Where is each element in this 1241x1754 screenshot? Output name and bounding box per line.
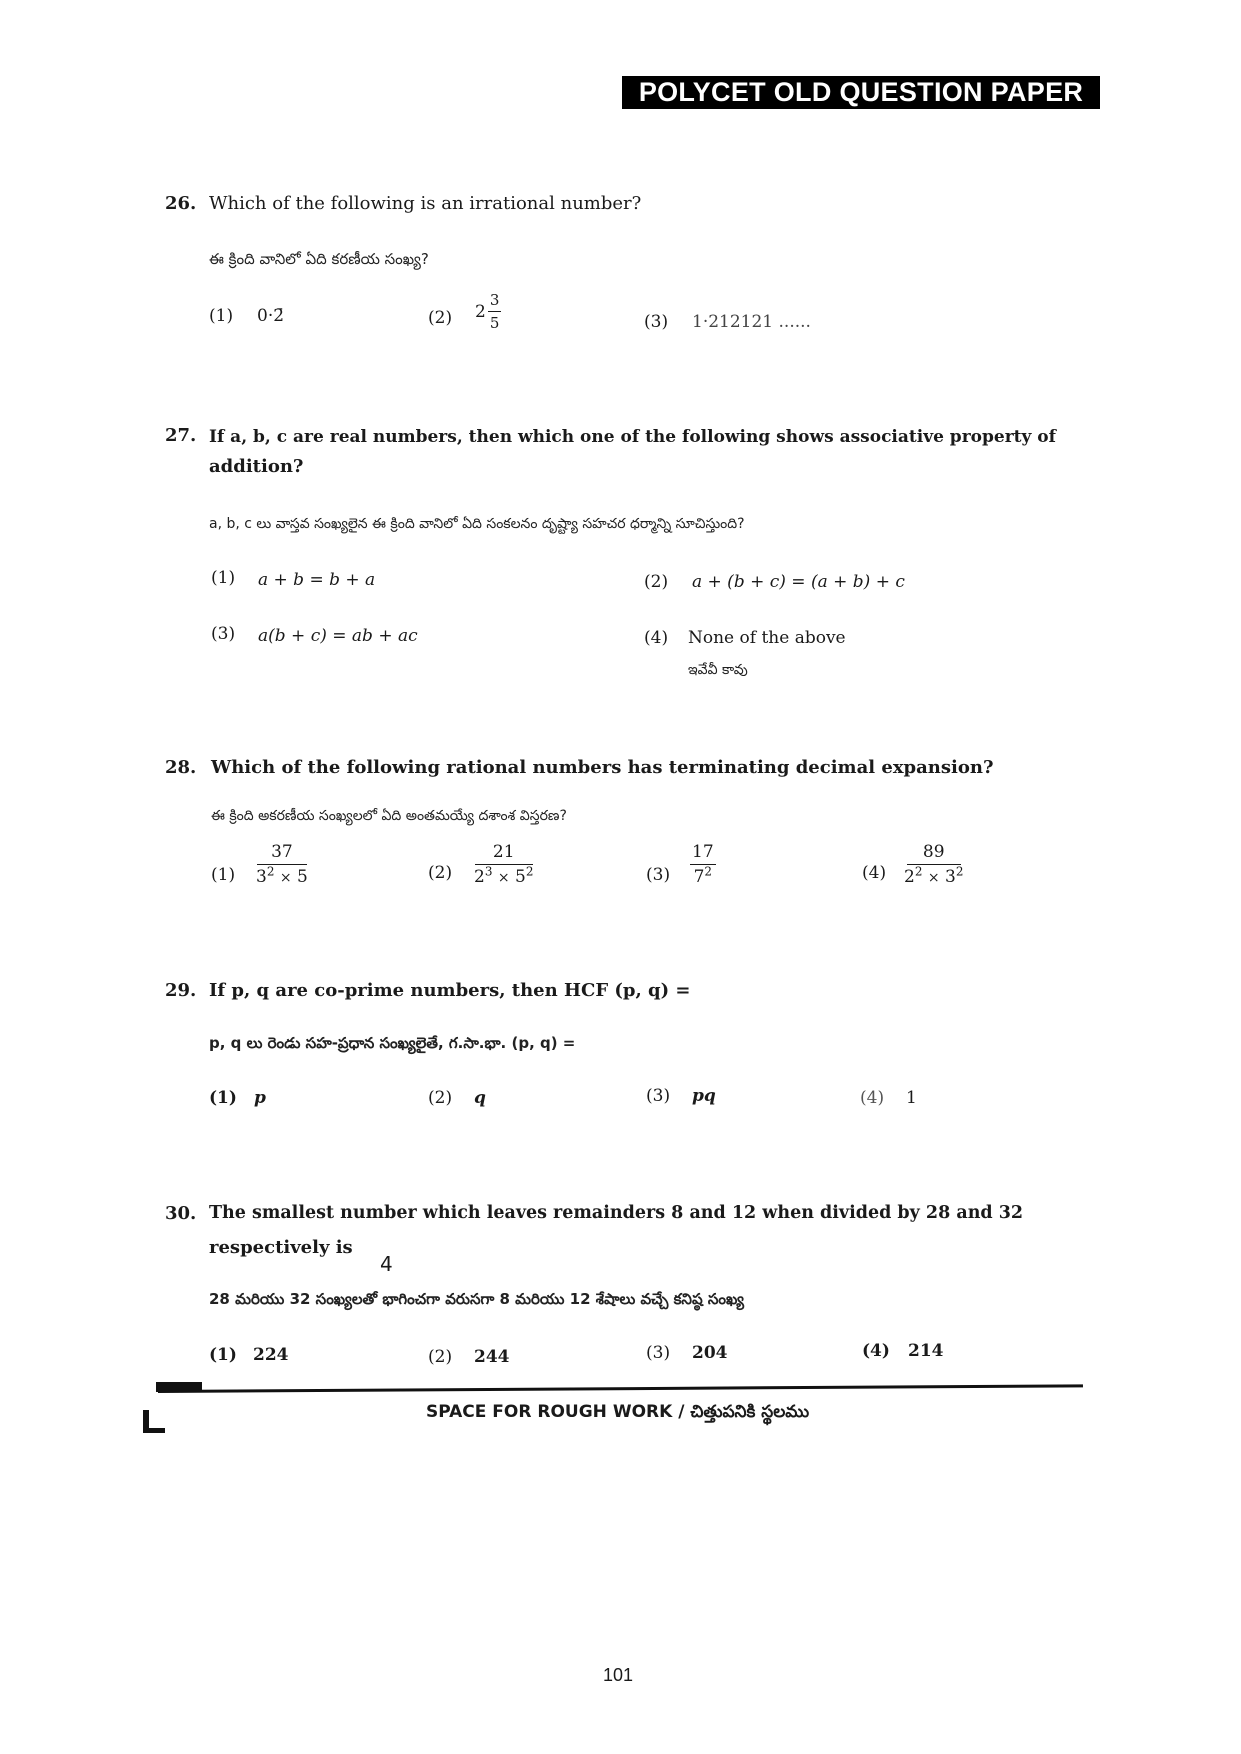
question-29-text: If p, q are co-prime numbers, then HCF (p, q) =: [209, 980, 691, 1001]
q29-option-2-value: q: [474, 1088, 486, 1108]
q29-option-4-value: 1: [906, 1088, 917, 1108]
q30-option-2-label: (2): [428, 1347, 453, 1367]
q26-option-3-value: 1·212121 ......: [692, 312, 811, 332]
q28-option-3-den-a-exp: 2: [704, 864, 713, 879]
q28-option-4-den-op: ×: [927, 869, 940, 886]
q29-option-4-label: (4): [860, 1088, 885, 1108]
q30-option-4-value: 214: [908, 1341, 944, 1361]
q28-option-3-numerator: 17: [690, 843, 716, 865]
header-banner: POLYCET OLD QUESTION PAPER: [622, 76, 1100, 109]
q26-option-2-fraction: [488, 292, 502, 331]
q28-option-2-label: (2): [428, 863, 453, 883]
question-28-text: Which of the following rational numbers has terminating decimal expansion?: [211, 757, 994, 778]
question-26-number: 26.: [165, 193, 197, 214]
q30-option-1-value: 224: [253, 1345, 289, 1365]
q28-option-3-label: (3): [646, 865, 671, 885]
q30-option-3-label: (3): [646, 1343, 671, 1363]
q28-option-3-fraction: [690, 843, 716, 886]
q27-option-3-value: a(b + c) = ab + ac: [258, 626, 418, 646]
question-27-telugu: a, b, c లు వాస్తవ సంఖ్యలైన ఈ క్రింది వానిలో ఏది సంకలనం దృష్ట్యా సహచర ధర్మాన్ని సూచిస్తుంది?: [209, 516, 745, 532]
q28-option-1-den-b: 5: [297, 866, 308, 887]
q26-option-2-label: (2): [428, 308, 453, 328]
q28-option-4-denominator: [904, 865, 963, 887]
question-30-number: 30.: [165, 1203, 197, 1224]
q28-option-1-label: (1): [211, 865, 236, 885]
q28-option-2-den-a-exp: 3: [484, 864, 493, 879]
q28-option-2-den-op: ×: [497, 869, 510, 886]
q29-option-3-value: pq: [692, 1086, 716, 1106]
q28-option-1-denominator: [256, 865, 308, 887]
question-27-text: If a, b, c are real numbers, then which one of the following shows associative property of: [209, 427, 1056, 447]
q28-option-2-fraction: [474, 843, 533, 886]
q28-option-4-numerator: 89: [907, 843, 961, 865]
q28-option-4-den-b-exp: 2: [955, 864, 964, 879]
q28-option-2-numerator: 21: [475, 843, 533, 865]
q28-option-4-label: (4): [862, 863, 887, 883]
q26-option-3-label: (3): [644, 312, 669, 332]
q27-option-4-label: (4): [644, 628, 669, 648]
q27-option-4-value: None of the above: [688, 628, 846, 648]
rough-work-label: SPACE FOR ROUGH WORK / చిత్తుపనికి స్థలము: [426, 1402, 810, 1422]
question-27-text-line-2: addition?: [209, 456, 304, 477]
question-29-number: 29.: [165, 980, 197, 1001]
q27-option-2-value: a + (b + c) = (a + b) + c: [692, 572, 905, 592]
q28-option-1-numerator: 37: [257, 843, 307, 865]
q26-option-2-denominator: 5: [489, 313, 500, 332]
q26-option-2-numerator: 3: [488, 292, 502, 312]
q26-option-1-label: (1): [209, 306, 234, 326]
q28-option-1-frac: [256, 843, 308, 886]
question-30-telugu: 28 మరియు 32 సంఖ్యలతో భాగించగా వరుసగా 8 మరియు 12 శేషాలు వచ్చే కనిష్ఠ సంఖ్య: [209, 1290, 745, 1308]
q28-option-2-den-b: 5: [515, 866, 526, 887]
question-29-telugu: p, q లు రెండు సహ-ప్రధాన సంఖ్యలైతే, గ.సా.భా. (p, q) =: [209, 1034, 576, 1052]
q28-option-2-den-a: 2: [474, 866, 485, 887]
question-26-telugu: ఈ క్రింది వానిలో ఏది కరణీయ సంఖ్య?: [209, 250, 429, 268]
q28-option-4-den-a: 2: [904, 866, 915, 887]
q29-option-2-label: (2): [428, 1088, 453, 1108]
question-30-text-line-2: respectively is: [209, 1237, 353, 1258]
page-number: 101: [603, 1665, 634, 1685]
q28-option-4-den-a-exp: 2: [914, 864, 923, 879]
q27-option-1-value: a + b = b + a: [258, 570, 376, 590]
q30-option-3-value: 204: [692, 1343, 728, 1363]
q28-option-3-frac: [690, 843, 716, 886]
q29-option-1-label: (1): [209, 1088, 237, 1108]
question-30-text: The smallest number which leaves remainders 8 and 12 when divided by 28 and 32: [209, 1203, 1024, 1223]
q30-option-1-label: (1): [209, 1345, 237, 1365]
q26-option-1-value: 0·2̄: [257, 306, 285, 326]
q28-option-1-den-a: 3: [256, 866, 267, 887]
rough-work-divider: [158, 1384, 1083, 1393]
q30-option-4-label: (4): [862, 1341, 890, 1361]
q28-option-2-frac: [474, 843, 533, 886]
q27-option-2-label: (2): [644, 572, 669, 592]
q27-option-3-label: (3): [211, 624, 236, 644]
q27-option-1-label: (1): [211, 568, 236, 588]
question-26-text: Which of the following is an irrational number?: [209, 193, 642, 214]
scan-artifact-corner-horizontal: [143, 1428, 165, 1433]
q30-option-2-value: 244: [474, 1347, 510, 1367]
q28-option-1-den-a-exp: 2: [266, 864, 275, 879]
q28-option-2-denominator: [474, 865, 533, 887]
q28-option-3-denominator: [694, 865, 712, 887]
question-28-number: 28.: [165, 757, 197, 778]
q29-option-1-value: p: [254, 1088, 266, 1108]
q28-option-1-den-op: ×: [279, 869, 292, 886]
q28-option-1-fraction: [256, 843, 308, 886]
q26-option-2-mixed-number: [475, 292, 501, 331]
q28-option-2-den-b-exp: 2: [525, 864, 534, 879]
q28-option-4-fraction: [904, 843, 963, 886]
q28-option-4-frac: [904, 843, 963, 886]
q28-option-3-den-a: 7: [693, 866, 705, 887]
q26-option-2-whole: 2: [475, 301, 486, 322]
q30-handwritten-annotation: 4: [380, 1252, 393, 1276]
question-28-telugu: ఈ క్రింది అకరణీయ సంఖ్యలలో ఏది అంతమయ్యే దశాంశ విస్తరణ?: [211, 808, 567, 824]
q28-option-4-den-b: 3: [945, 866, 956, 887]
q27-option-4-telugu: ఇవేవీ కావు: [688, 662, 748, 678]
question-27-number: 27.: [165, 425, 197, 446]
scan-artifact-mark: [156, 1382, 202, 1392]
q29-option-3-label: (3): [646, 1086, 671, 1106]
